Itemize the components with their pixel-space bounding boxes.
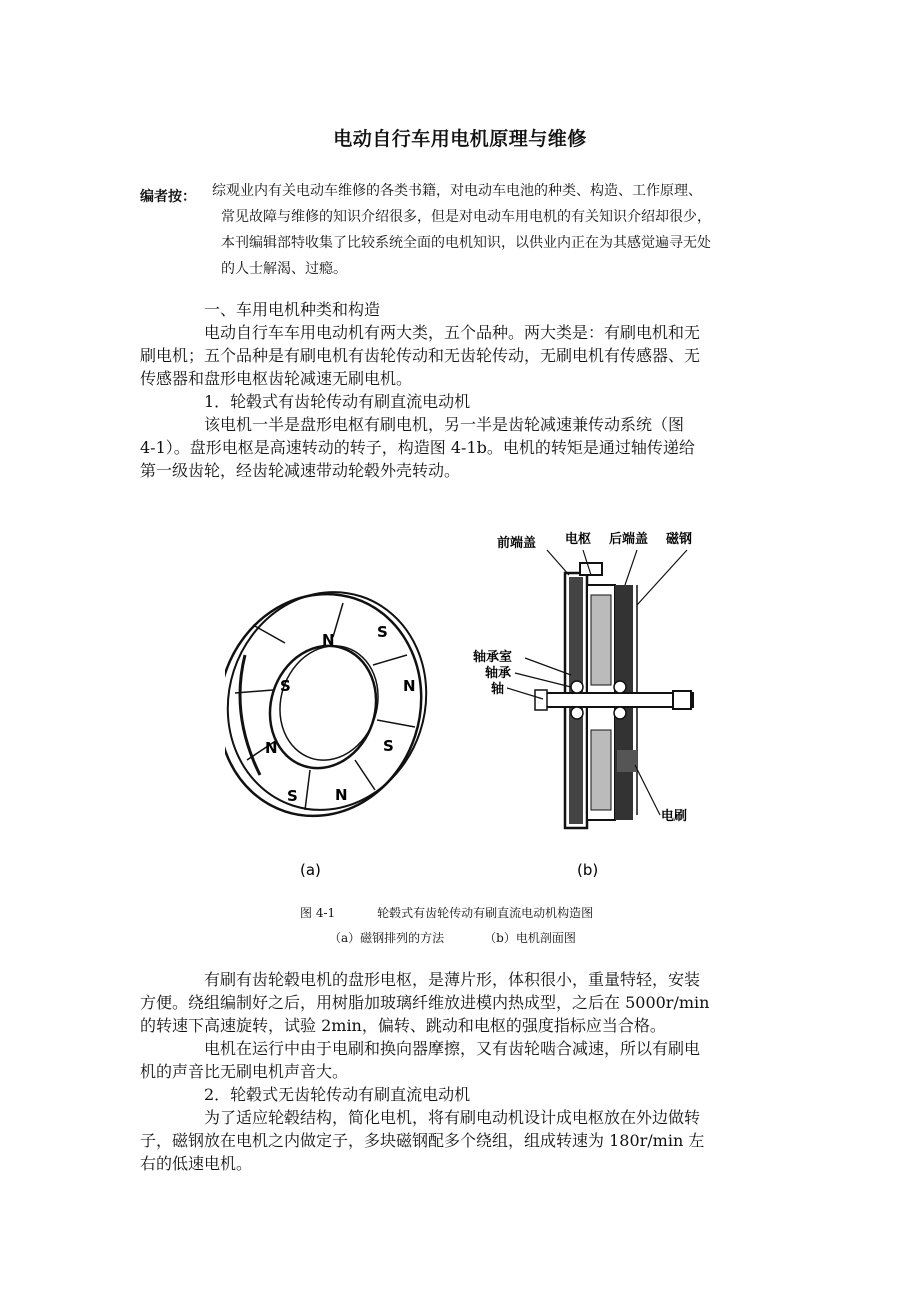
paragraph-line: 有刷有齿轮毂电机的盘形电枢，是薄片形，体积很小，重量特轻，安装	[204, 970, 701, 989]
section-heading: 一、车用电机种类和构造	[204, 300, 381, 319]
editor-note-body	[212, 178, 792, 282]
pole-label: S	[377, 623, 388, 641]
editor-note-line: 的人士解渴、过瘾。	[221, 261, 347, 277]
label-magnet: 磁钢	[666, 532, 693, 547]
subsection-heading: 1．轮毂式有齿轮传动有刷直流电动机	[204, 392, 471, 411]
editor-note-line: 常见故障与维修的知识介绍很多，但是对电动车用电机的有关知识介绍却很少，	[221, 209, 711, 225]
page-title: 电动自行车用电机原理与维修	[333, 128, 587, 150]
figure-caption	[300, 904, 593, 921]
paragraph-line: 方便。绕组编制好之后，用树脂加玻璃纤维放进模内热成型，之后在 5000r/min	[140, 993, 710, 1012]
figure-title: 轮毂式有齿轮传动有刷直流电动机构造图	[377, 906, 594, 920]
pole-label: N	[335, 786, 348, 804]
body-after-figure	[140, 968, 780, 1175]
figure-subcaption	[329, 929, 576, 946]
label-brush: 电刷	[661, 809, 688, 824]
pole-label: S	[280, 677, 291, 695]
editor-note-line: 本刊编辑部特收集了比较系统全面的电机知识，以供业内正在为其感觉遍寻无处	[221, 235, 711, 251]
figure-b-label: (b)	[577, 861, 599, 879]
label-shaft: 轴	[491, 682, 505, 697]
caption-b: （b）电机剖面图	[484, 931, 576, 945]
label-armature: 电枢	[565, 532, 592, 547]
pole-label: N	[322, 631, 335, 649]
label-rear-cover: 后端盖	[609, 532, 649, 547]
caption-a: （a）磁钢排列的方法	[329, 931, 445, 945]
paragraph-line: 电机在运行中由于电刷和换向器摩擦，又有齿轮啮合减速，所以有刷电	[204, 1039, 701, 1058]
figure-a-label: (a)	[300, 861, 321, 879]
paragraph-line: 的转速下高速旋转，试验 2min，偏转、跳动和电枢的强度指标应当合格。	[140, 1016, 666, 1035]
figure-number: 图 4-1	[300, 906, 336, 920]
pole-label: N	[265, 739, 278, 757]
editor-note-line: 综观业内有关电动车维修的各类书籍，对电动车电池的种类、构造、工作原理、	[212, 183, 702, 199]
motor-section-diagram	[473, 531, 693, 879]
label-bearing: 轴承	[485, 666, 512, 681]
paragraph-line: 右的低速电机。	[140, 1154, 253, 1173]
editor-note-label: 编者按：	[140, 189, 196, 205]
motor-figure	[225, 515, 725, 885]
paragraph-line: 为了适应轮毂结构，简化电机，将有刷电动机设计成电枢放在外边做转	[204, 1108, 701, 1127]
pole-label: N	[403, 677, 416, 695]
magnet-ring-diagram	[225, 566, 454, 879]
label-front-cover: 前端盖	[497, 536, 537, 551]
paragraph-line: 刷电机；五个品种是有刷电机有齿轮传动和无齿轮传动，无刷电机有传感器、无	[140, 346, 701, 365]
label-bearing-chamber: 轴承室	[473, 650, 513, 665]
section-1	[140, 298, 780, 482]
paragraph-line: 机的声音比无刷电机声音大。	[140, 1062, 349, 1081]
paragraph-line: 第一级齿轮，经齿轮减速带动轮毂外壳转动。	[140, 461, 461, 480]
paragraph-line: 子，磁钢放在电机之内做定子，多块磁钢配多个绕组，组成转速为 180r/min 左	[140, 1131, 705, 1150]
paragraph-line: 传感器和盘形电枢齿轮减速无刷电机。	[140, 369, 413, 388]
paragraph-line: 4-1）。盘形电枢是高速转动的转子，构造图 4-1b。电机的转矩是通过轴传递给	[140, 438, 695, 457]
subsection-heading: 2．轮毂式无齿轮传动有刷直流电动机	[204, 1085, 471, 1104]
paragraph-line: 该电机一半是盘形电枢有刷电机，另一半是齿轮减速兼传动系统（图	[204, 415, 685, 434]
pole-label: S	[287, 787, 298, 805]
pole-label: S	[383, 737, 394, 755]
paragraph-line: 电动自行车车用电动机有两大类，五个品种。两大类是：有刷电机和无	[204, 323, 701, 342]
